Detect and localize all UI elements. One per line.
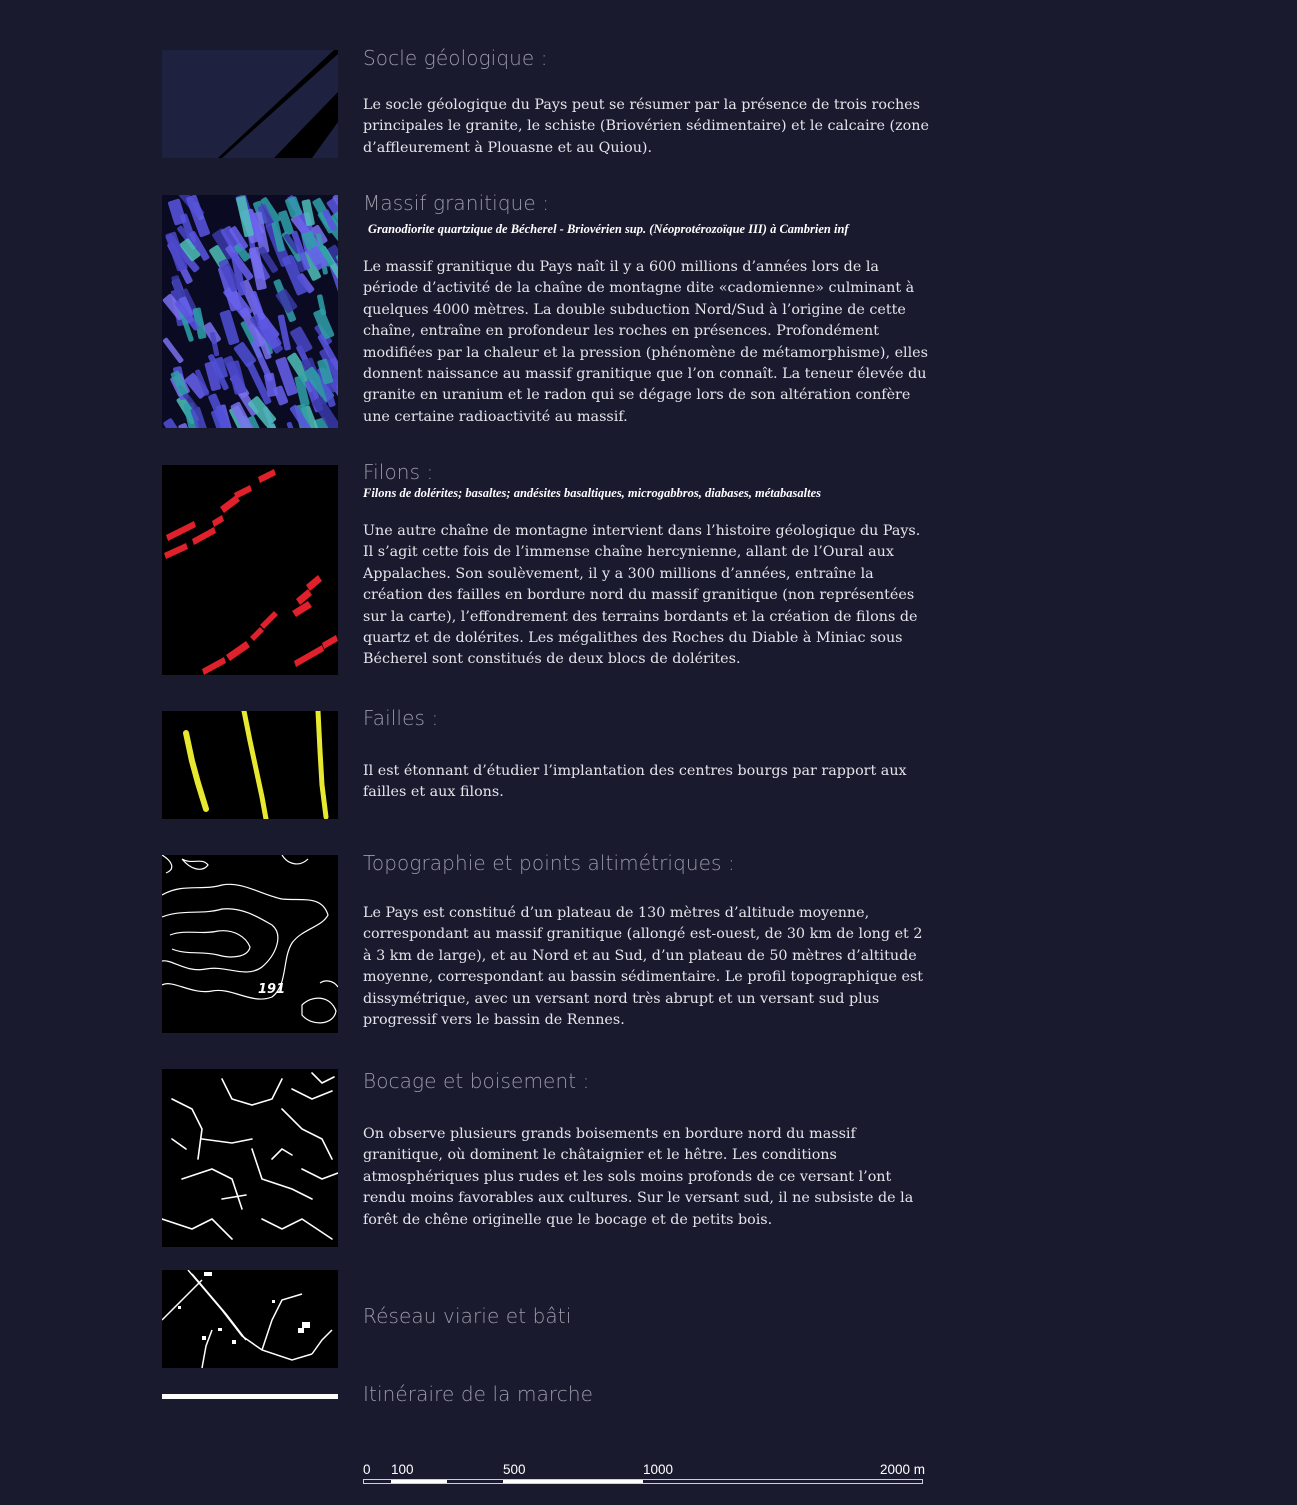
itineraire-line-symbol: [162, 1394, 338, 1399]
legend-title-reseau: Réseau viarie et bâti: [363, 1304, 572, 1328]
scale-label-500: 500: [503, 1462, 526, 1477]
reseau-thumbnail: [162, 1270, 338, 1368]
scale-label-100: 100: [391, 1462, 414, 1477]
scale-bar-outline: [363, 1479, 923, 1484]
bocage-thumbnail: [162, 1069, 338, 1247]
scale-segment-2: [503, 1480, 643, 1483]
legend-title-topographie: Topographie et points altimétriques :: [363, 851, 735, 875]
failles-thumbnail: [162, 711, 338, 819]
legend-text-bocage: On observe plusieurs grands boisements en bordure nord du massif granitique, où dominent le châtaignier et le hêtre. Les conditions atmosphériques plus rudes et les sols moins profonds de ce versant l’ont rendu moins favorables aux cultures. Sur le versant sud, il ne subsiste de la forêt de chêne originelle que le bocage et de petits bois.: [363, 1126, 914, 1228]
scale-bar: [363, 1462, 925, 1488]
scale-segment-1: [391, 1480, 447, 1483]
legend-subtitle-filons: Filons de dolérites; basaltes; andésites basaltiques, microgabbros, diabases, métabasaltes: [363, 486, 821, 500]
topographie-thumbnail: [162, 855, 338, 1033]
legend-text-failles: Il est étonnant d’étudier l’implantation des centres bourgs par rapport aux failles et aux filons.: [363, 763, 907, 801]
legend-title-socle: Socle géologique :: [363, 46, 548, 70]
scale-label-0: 0: [363, 1462, 371, 1477]
legend-text-topographie: Le Pays est constitué d’un plateau de 130 mètres d’altitude moyenne, correspondant au massif granitique (allongé est-ouest, de 30 km de long et 2 à 3 km de large), et au Nord et au Sud, d’un plateau de 50 mètres d’altitude moyenne, correspondant au bassin sédimentaire. Le profil topographique est dissymétrique, avec un versant nord très abrupt et un versant sud plus progressif vers le bassin de Rennes.: [363, 905, 924, 1029]
legend-text-socle: Le socle géologique du Pays peut se résumer par la présence de trois roches principales le granite, le schiste (Briovérien sédimentaire) et le calcaire (zone d’affleurement à Plouasne et au Quiou).: [363, 97, 929, 156]
scale-label-2000: 2000 m: [879, 1462, 925, 1477]
legend-title-filons: Filons :: [363, 460, 434, 484]
socle-thumbnail: [162, 50, 338, 158]
legend-text-filons: Une autre chaîne de montagne intervient dans l’histoire géologique du Pays. Il s’agit cette fois de l’immense chaîne hercynienne, allant de l’Oural aux Appalaches. Son soulèvement, il y a 300 millions d’années, entraîne la création des failles en bordure nord du massif granitique (non représentées sur la carte), l’effondrement des terrains bordants et la création de filons de quartz et de dolérites. Les mégalithes des Roches du Diable à Miniac sous Bécherel sont constitués de deux blocs de dolérites.: [363, 523, 921, 668]
legend-title-bocage: Bocage et boisement :: [363, 1069, 590, 1093]
legend-title-granite: Massif granitique :: [363, 191, 550, 215]
topo-altitude-label: 191: [258, 982, 286, 997]
filons-thumbnail: [162, 465, 338, 675]
legend-subtitle-granite: Granodiorite quartzique de Bécherel - Briovérien sup. (Néoprotérozoïque III) à Cambrien inf: [368, 222, 849, 236]
legend-title-failles: Failles :: [363, 706, 439, 730]
scale-label-1000: 1000: [643, 1462, 674, 1477]
legend-text-granite: Le massif granitique du Pays naît il y a 600 millions d’années lors de la période d’activité de la chaîne de montagne dite «cadomienne» culminant à quelques 4000 mètres. La double subduction Nord/Sud à l’origine de cette chaîne, entraîne en profondeur les roches en présences. Profondément modifiées par la chaleur et la pression (phénomène de métamorphisme), elles donnent naissance au massif granitique que l’on connaît. La teneur élevée du granite en uranium et le radon qui se dégage lors de son altération confère une certaine radioactivité au massif.: [363, 259, 928, 425]
granite-thumbnail: [162, 195, 338, 428]
legend-title-itineraire: Itinéraire de la marche: [363, 1382, 594, 1406]
